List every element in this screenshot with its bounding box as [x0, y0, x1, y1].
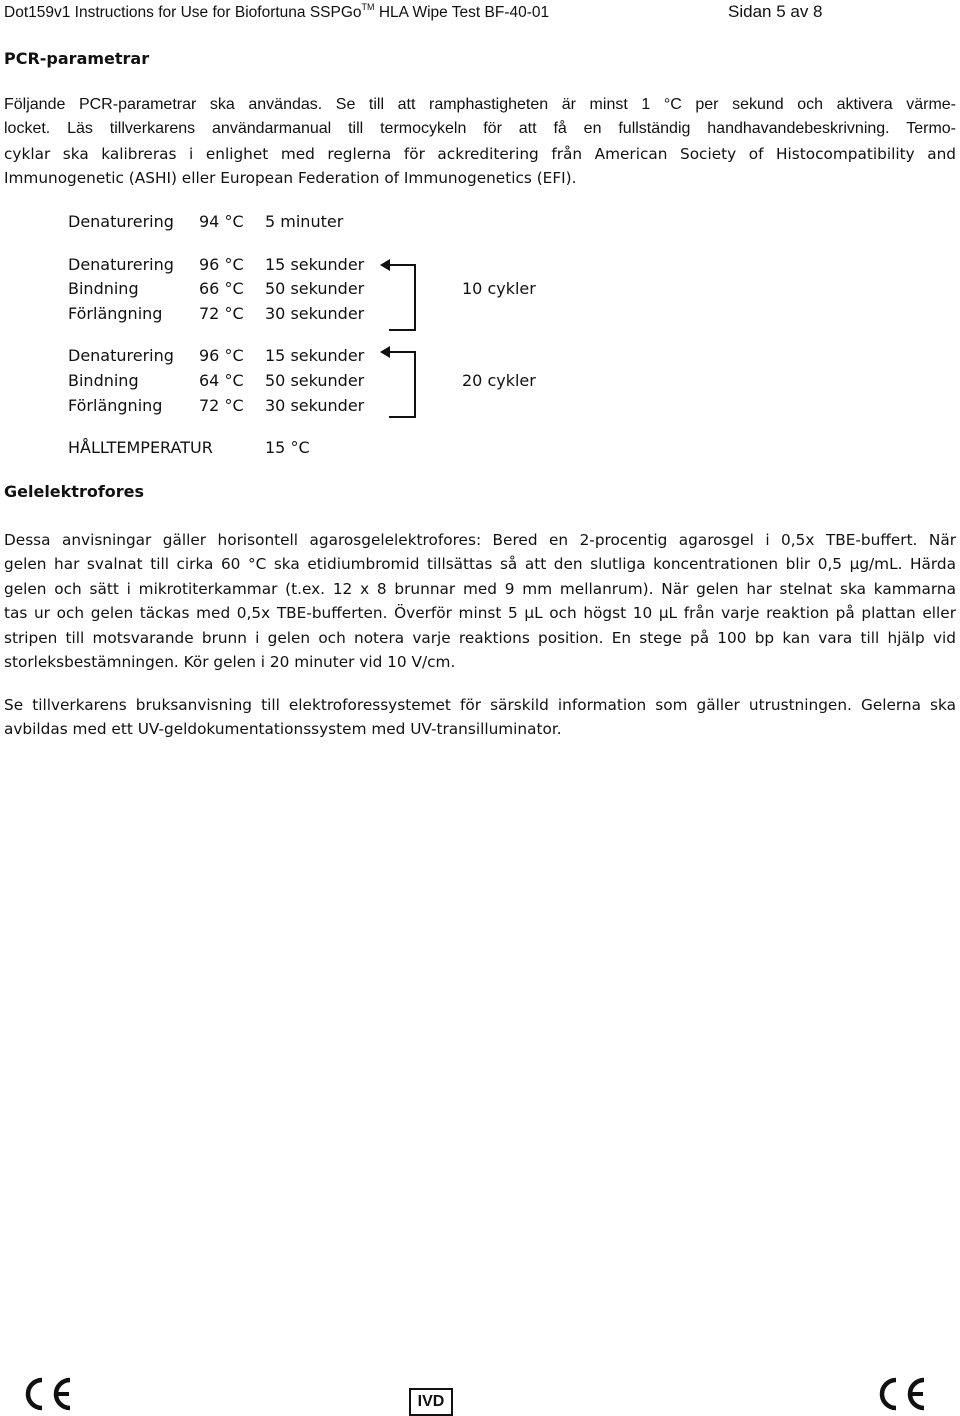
step-name: Denaturering: [68, 255, 174, 274]
paragraph-line: storleksbestämningen. Kör gelen i 20 minuter vid 10 V/cm.: [4, 653, 456, 672]
step-temp: 66 °C: [199, 279, 244, 298]
paragraph-line: locket. Läs tillverkarens användarmanual till termocykeln för att få en fullständig handhavandebeskrivning. Termo-: [4, 120, 956, 138]
step-name: Bindning: [68, 279, 139, 298]
step-time: 30 sekunder: [265, 304, 365, 323]
paragraph-line: Immunogenetic (ASHI) eller European Federation of Immunogenetics (EFI).: [4, 169, 577, 188]
document-title: Dot159v1 Instructions for Use for Biofortuna SSPGo™ HLA Wipe Test BF-40-01: [4, 2, 550, 22]
paragraph-line: avbildas med ett UV-geldokumentationssystem med UV-transilluminator.: [4, 720, 562, 739]
gel-heading: Gelelektrofores: [4, 482, 145, 501]
pcr-heading: PCR-parametrar: [4, 49, 150, 68]
step-time: 5 minuter: [265, 212, 344, 231]
gel-paragraph-1: [4, 528, 956, 674]
step-time: 30 sekunder: [265, 396, 365, 415]
step-time: 50 sekunder: [265, 371, 365, 390]
step-time: 15 sekunder: [265, 346, 365, 365]
cycle-loop-arrow-icon: [378, 345, 418, 421]
pcr-paragraph: [4, 93, 956, 191]
paragraph-line: Följande PCR-parametrar ska användas. Se till att ramphastigheten är minst 1 °C per sekund och aktivera värme-: [4, 96, 956, 113]
step-name: Förlängning: [68, 304, 163, 323]
cycle-count: 10 cykler: [462, 279, 536, 298]
step-name: Förlängning: [68, 396, 163, 415]
cycle-count: 20 cykler: [462, 371, 536, 390]
step-temp: 72 °C: [199, 396, 244, 415]
step-temp: 72 °C: [199, 304, 244, 323]
step-temp: 94 °C: [199, 212, 244, 231]
paragraph-line: gelen och sätt i mikrotiterkammar (t.ex. 12 x 8 brunnar med 9 mm mellanrum). När gelen har stelnat ska kammarna: [4, 579, 956, 598]
step-time: 15 sekunder: [265, 255, 365, 274]
paragraph-line: stripen till motsvarande brunn i gelen och notera varje reaktions position. En stege på 100 bp kan vara till hjälp vid: [4, 628, 956, 647]
paragraph-line: tas ur och gelen täckas med 0,5x TBE-bufferten. Överför minst 5 µL och högst 10 µL från varje reaktion på plattan eller: [4, 604, 956, 623]
paragraph-line: Dessa anvisningar gäller horisontell agarosgelelektrofores: Bered en 2-procentig agarosgel i 0,5x TBE-buffert. När: [4, 531, 956, 549]
hold-temp: 15 °C: [265, 438, 310, 457]
step-temp: 64 °C: [199, 371, 244, 390]
paragraph-line: Se tillverkarens bruksanvisning till elektroforessystemet för särskild information som gäller utrustningen. Gelerna ska: [4, 696, 956, 714]
gel-paragraph-2: [4, 693, 956, 742]
ce-mark-icon: [18, 1376, 74, 1412]
hold-label: HÅLLTEMPERATUR: [68, 438, 213, 457]
paragraph-line: gelen har svalnat till cirka 60 °C ska etidiumbromid tillsättas så att den slutliga koncentrationen blir 0,5 µg/mL. Härda: [4, 555, 956, 574]
step-name: Bindning: [68, 371, 139, 390]
ce-mark-icon: [872, 1376, 928, 1412]
cycle-loop-arrow-icon: [378, 258, 418, 334]
step-name: Denaturering: [68, 346, 174, 365]
step-temp: 96 °C: [199, 346, 244, 365]
ivd-symbol: IVD: [409, 1388, 453, 1416]
page-number: Sidan 5 av 8: [728, 2, 823, 21]
step-time: 50 sekunder: [265, 279, 365, 298]
step-name: Denaturering: [68, 212, 174, 231]
step-temp: 96 °C: [199, 255, 244, 274]
paragraph-line: cyklar ska kalibreras i enlighet med reglerna för ackreditering från American Society of Histocompatibility and: [4, 144, 956, 163]
